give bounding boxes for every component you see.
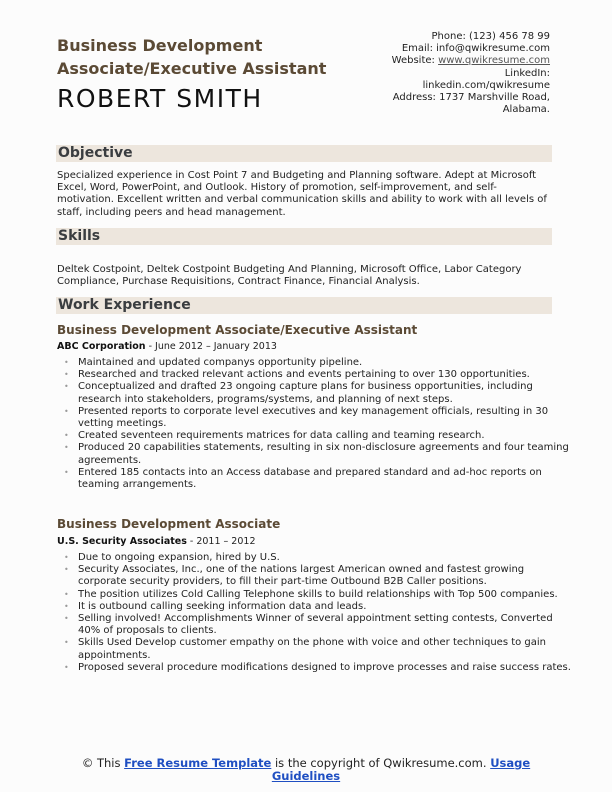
title-line-2: Associate/Executive Assistant [57,59,327,78]
company-name: ABC Corporation [57,341,146,352]
work-experience-heading: Work Experience [56,297,552,314]
list-item: • Skills Used Develop customer empathy on the phone with voice and other techniques to gain appointments. [78,637,573,661]
website-label: Website: [391,55,439,67]
free-resume-template-link[interactable]: Free Resume Template [124,756,272,770]
job-title: Business Development Associate [57,517,281,531]
job-dates: - 2011 – 2012 [186,536,256,547]
usage-guidelines-link[interactable]: Usage Guidelines [271,756,531,783]
website-row [392,55,550,67]
skills-text: Deltek Costpoint, Deltek Costpoint Budgeting And Planning, Microsoft Office, Labor Category Compliance, Purchase Requisitions, Contract Finance, Financial Analysis. [57,264,522,288]
candidate-name: ROBERT SMITH [57,84,263,113]
list-item: • It is outbound calling seeking information data and leads. [78,601,573,613]
objective-text: Specialized experience in Cost Point 7 and Budgeting and Planning software. Adept at Microsoft Excel, Word, PowerPoint, and Outlook. History of promotion, self-improvement, and self-motivation. Excellent written and verbal communication skills and ability to work with all levels of staff, including peers and head management. [57,170,547,218]
job-bullets [57,357,573,491]
list-item: • Due to ongoing expansion, hired by U.S. [78,552,573,564]
job-dates: - June 2012 – January 2013 [145,341,277,352]
linkedin: linkedin.com/qwikresume [422,79,550,91]
list-item: • Selling involved! Accomplishments Winner of several appointment setting contests, Converted 40% of proposals to clients. [78,613,573,637]
objective-heading: Objective [56,145,552,162]
copyright-footer [60,757,552,783]
job-company-dates [57,341,277,352]
job-bullets [57,552,573,674]
list-item: • Security Associates, Inc., one of the nations largest American owned and fastest growing corporate security providers, to fill their part-time Outbound B2B Caller positions. [78,564,573,588]
contact-block [392,31,550,116]
list-item: • The position utilizes Cold Calling Telephone skills to build relationships with Top 500 companies. [78,589,573,601]
list-item: • Created seventeen requirements matrices for data calling and teaming research. [78,430,573,442]
job-company-dates [57,536,256,547]
list-item: • Researched and tracked relevant actions and events pertaining to over 130 opportunities. [78,369,573,381]
list-item: • Proposed several procedure modifications designed to improve processes and raise success rates. [78,662,573,674]
company-name: U.S. Security Associates [57,536,187,547]
list-item: • Presented reports to corporate level executives and key management officials, resulting in 30 vetting meetings. [78,406,573,430]
address-line-1: Address: 1737 Marshville Road, [392,92,550,104]
footer-prefix: © This [81,756,125,770]
list-item: • Produced 20 capabilities statements, resulting in six non-disclosure agreements and four teaming agreements. [78,442,573,466]
address-line-2: Alabama. [502,104,550,116]
title-line-1: Business Development [57,36,263,55]
website-link[interactable]: www.qwikresume.com [438,55,550,67]
skills-heading: Skills [56,228,552,245]
phone: Phone: (123) 456 78 99 [431,31,550,42]
job-title-heading [57,34,326,80]
email: Email: info@qwikresume.com [401,43,550,55]
list-item: • Maintained and updated companys opportunity pipeline. [78,357,573,369]
linkedin-label: LinkedIn: [504,67,550,79]
job-title: Business Development Associate/Executive Assistant [57,323,418,337]
list-item: • Entered 185 contacts into an Access database and prepared standard and ad-hoc reports on teaming arrangements. [78,467,573,491]
list-item: • Conceptualized and drafted 23 ongoing capture plans for business opportunities, including research into stakeholders, programs/systems, and planning of next steps. [78,381,573,405]
footer-middle: is the copyright of Qwikresume.com. [271,756,491,770]
